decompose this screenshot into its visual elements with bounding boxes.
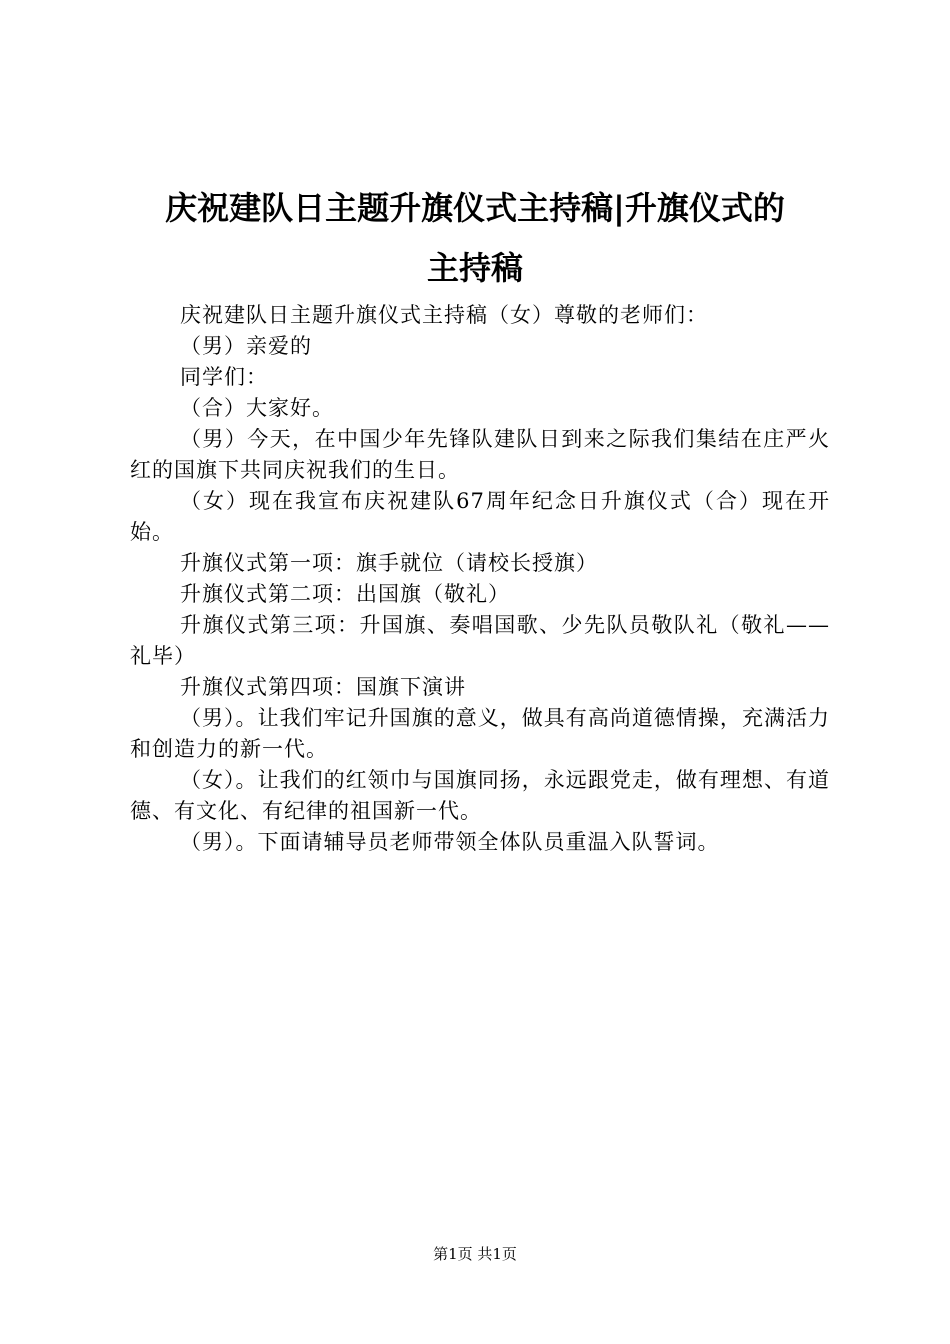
paragraph: （男）今天，在中国少年先锋队建队日到来之际我们集结在庄严火红的国旗下共同庆祝我们的生日。 (130, 427, 830, 482)
paragraph: （合）大家好。 (180, 396, 334, 420)
paragraph: 升旗仪式第四项：国旗下演讲 (180, 675, 466, 699)
paragraph: （男）。下面请辅导员老师带领全体队员重温入队誓词。 (180, 830, 720, 854)
paragraph: （女）。让我们的红领巾与国旗同扬，永远跟党走，做有理想、有道德、有文化、有纪律的祖国新一代。 (130, 768, 830, 823)
paragraph: （男）亲爱的 (180, 334, 312, 358)
paragraph: 同学们： (180, 365, 268, 389)
paragraph: 升旗仪式第三项：升国旗、奏唱国歌、少先队员敬队礼（敬礼——礼毕） (130, 613, 830, 668)
document-body (130, 300, 830, 858)
page-footer: 第1页 共1页 (433, 1245, 517, 1263)
paragraph: （女）现在我宣布庆祝建队67周年纪念日升旗仪式（合）现在开始。 (130, 489, 830, 544)
paragraph: 升旗仪式第二项：出国旗（敬礼） (180, 582, 510, 606)
paragraph: 升旗仪式第一项：旗手就位（请校长授旗） (180, 551, 598, 575)
paragraph: 庆祝建队日主题升旗仪式主持稿（女）尊敬的老师们： (180, 303, 708, 327)
document-title-line-2: 主持稿 (426, 249, 523, 287)
paragraph: （男）。让我们牢记升国旗的意义，做具有高尚道德情操，充满活力和创造力的新一代。 (130, 706, 830, 761)
document-title-line-1: 庆祝建队日主题升旗仪式主持稿|升旗仪式的 (165, 189, 785, 227)
